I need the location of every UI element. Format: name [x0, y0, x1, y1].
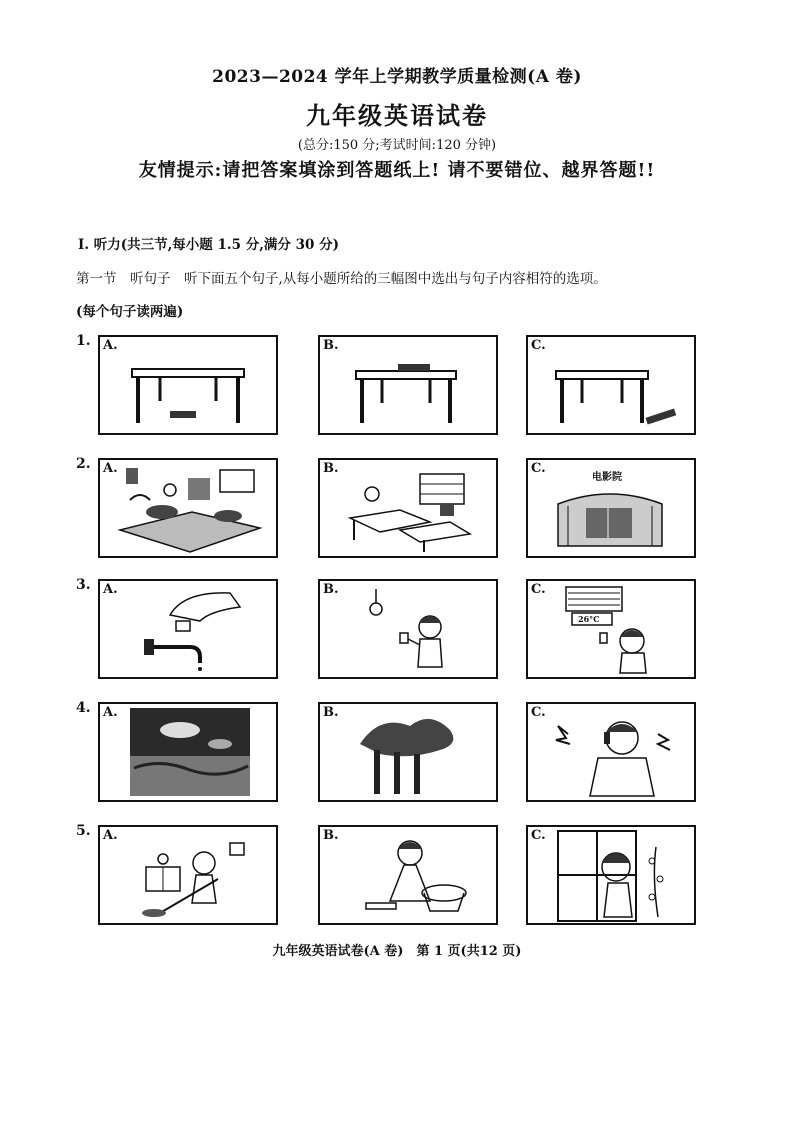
q3-option-c-picture[interactable]: [526, 579, 696, 679]
question-number: 1.: [76, 333, 91, 349]
section-title-listening: I. 听力(共三节,每小题 1.5 分,满分 30 分): [78, 237, 339, 253]
q1-option-a-picture[interactable]: [98, 335, 278, 435]
option-label: A.: [103, 705, 118, 720]
turning-off-light-icon: [320, 581, 496, 677]
q4-option-a-picture[interactable]: [98, 702, 278, 802]
option-label: A.: [103, 582, 118, 597]
cinema-sign: 电影院: [592, 472, 622, 483]
option-label: B.: [323, 582, 339, 597]
question-number: 2.: [76, 456, 91, 472]
q3-option-b-picture[interactable]: [318, 579, 498, 679]
q5-option-a-picture[interactable]: [98, 825, 278, 925]
q4-option-c-picture[interactable]: [526, 702, 696, 802]
polluted-water-icon: [100, 704, 276, 800]
girl-sweeping-icon: [100, 827, 276, 923]
part1-instructions: 第一节 听句子 听下面五个句子,从每小题所给的三幅图中选出与句子内容相符的选项。: [76, 271, 607, 287]
book-on-table-icon: [320, 337, 496, 433]
book-beside-table-icon: [528, 337, 694, 433]
option-label: B.: [323, 705, 339, 720]
read-twice-note: (每个句子读两遍): [76, 304, 184, 320]
option-label: C.: [531, 705, 546, 720]
option-label: C.: [531, 338, 546, 353]
q4-option-b-picture[interactable]: [318, 702, 498, 802]
q1-option-c-picture[interactable]: [526, 335, 696, 435]
turning-off-tap-icon: [100, 581, 276, 677]
option-label: B.: [323, 338, 339, 353]
option-label: A.: [103, 338, 118, 353]
noise-pollution-icon: [528, 704, 694, 800]
option-label: A.: [103, 828, 118, 843]
q5-option-b-picture[interactable]: [318, 825, 498, 925]
q2-option-a-picture[interactable]: [98, 458, 278, 558]
ac-temperature-display: 26°C: [578, 614, 600, 624]
girl-washing-clothes-icon: [320, 827, 496, 923]
zoo-scene-icon: [100, 460, 276, 556]
air-conditioner-icon: [528, 581, 694, 677]
option-label: C.: [531, 828, 546, 843]
option-label: C.: [531, 461, 546, 476]
q2-option-c-picture[interactable]: [526, 458, 696, 558]
exam-score-time: (总分:150 分;考试时间:120 分钟): [297, 138, 497, 153]
page-footer: 九年级英语试卷(A 卷) 第 1 页(共12 页): [272, 944, 522, 959]
option-label: B.: [323, 828, 339, 843]
exam-title-line: 2023—2024 学年上学期教学质量检测(A 卷): [212, 67, 582, 87]
exam-subject-title: 九年级英语试卷: [306, 101, 488, 130]
q1-option-b-picture[interactable]: [318, 335, 498, 435]
option-label: A.: [103, 461, 118, 476]
q5-option-c-picture[interactable]: [526, 825, 696, 925]
q3-option-a-picture[interactable]: [98, 579, 278, 679]
q2-option-b-picture[interactable]: [318, 458, 498, 558]
exam-reminder: 友情提示:请把答案填涂到答题纸上! 请不要错位、越界答题!!: [138, 160, 656, 181]
option-label: B.: [323, 461, 339, 476]
classroom-scene-icon: [320, 460, 496, 556]
book-under-table-icon: [100, 337, 276, 433]
factory-smoke-icon: [320, 704, 496, 800]
question-number: 4.: [76, 700, 91, 716]
girl-closing-window-icon: [528, 827, 694, 923]
question-number: 5.: [76, 823, 91, 839]
question-number: 3.: [76, 577, 91, 593]
option-label: C.: [531, 582, 546, 597]
